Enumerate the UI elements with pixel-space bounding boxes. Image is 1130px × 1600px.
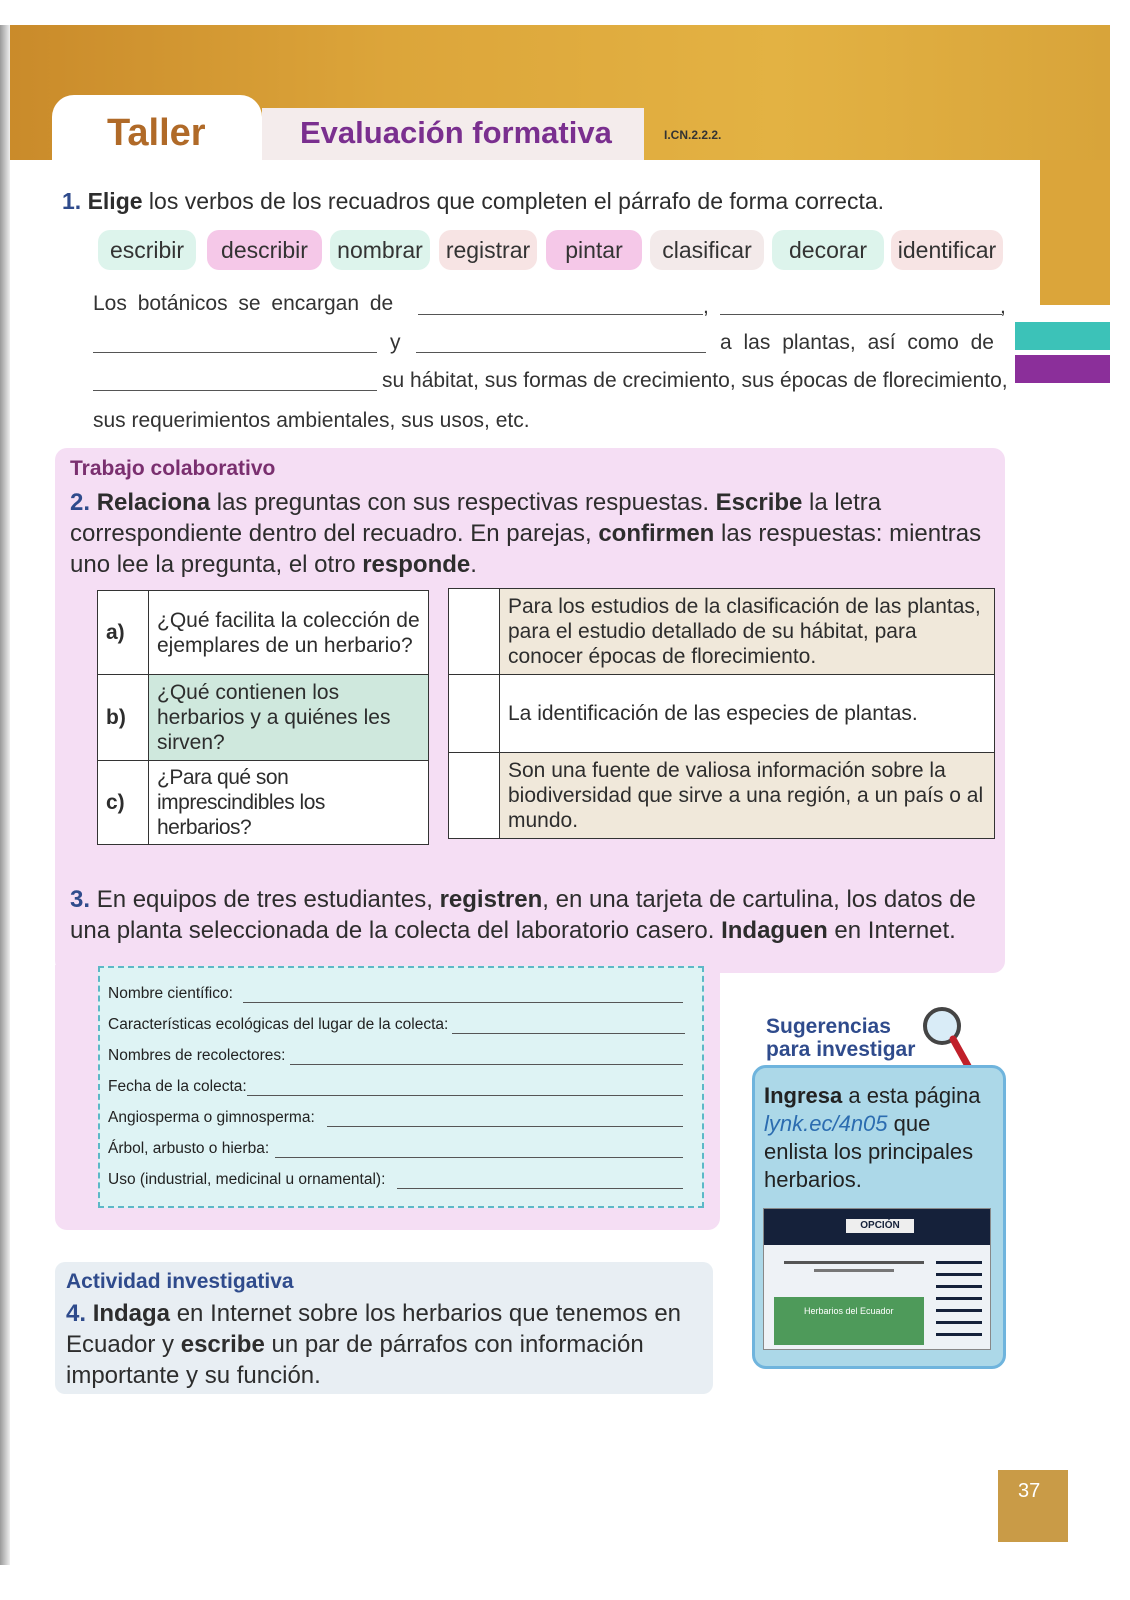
text: las preguntas con sus respectivas respuestas.	[210, 489, 716, 516]
verb: registren	[439, 886, 543, 913]
table-row	[98, 761, 429, 845]
card-field-label: Uso (industrial, medicinal u ornamental):	[108, 1171, 386, 1188]
question-number: 3.	[70, 886, 91, 913]
blank-2[interactable]	[720, 314, 1002, 315]
screenshot-image	[774, 1297, 924, 1345]
questions-table	[97, 590, 429, 845]
screenshot-caption: Herbarios del Ecuador	[804, 1306, 894, 1316]
card-blank[interactable]	[327, 1126, 683, 1127]
verb: Ingresa	[764, 1083, 843, 1108]
question-letter: a)	[98, 591, 149, 675]
section-title: Evaluación formativa	[300, 115, 612, 150]
suggestion-text	[764, 1082, 994, 1194]
conjunction-y: y	[390, 331, 401, 354]
verb-chip[interactable]: clasificar	[650, 230, 764, 270]
verb: Indaga	[92, 1300, 171, 1327]
verb: Indaguen	[721, 917, 828, 944]
question-1	[62, 188, 884, 215]
card-field-label: Nombres de recolectores:	[108, 1047, 286, 1064]
table-row	[449, 589, 995, 675]
question-cell: ¿Para qué son imprescindibles los herbarios?	[149, 761, 429, 845]
card-field-label: Angiosperma o gimnosperma:	[108, 1109, 315, 1126]
answer-cell: Son una fuente de valiosa información sobre la biodiversidad que sirve a una región, a un país o al mundo.	[500, 753, 995, 839]
verb: Relaciona	[96, 489, 211, 516]
text: a esta página	[842, 1083, 981, 1108]
card-field-label: Características ecológicas del lugar de la colecta:	[108, 1016, 449, 1033]
answer-letter-box[interactable]	[449, 675, 500, 753]
side-tab-purple	[1015, 355, 1110, 383]
card-blank[interactable]	[275, 1157, 683, 1158]
table-row	[98, 675, 429, 761]
suggestion-link[interactable]: lynk.ec/4n05	[764, 1111, 888, 1136]
text: En equipos de tres estudiantes,	[96, 886, 440, 913]
paragraph-line-1: Los botánicos se encargan de	[93, 292, 394, 315]
verb: confirmen	[598, 520, 715, 547]
card-blank[interactable]	[243, 1002, 683, 1003]
question-number: 2.	[70, 489, 91, 516]
question-number: 4.	[66, 1300, 87, 1327]
text: .	[470, 551, 477, 578]
paragraph-line-4: sus requerimientos ambientales, sus usos, etc.	[93, 409, 530, 432]
screenshot-text-line	[814, 1269, 894, 1272]
table-row	[449, 675, 995, 753]
table-row	[449, 753, 995, 839]
suggestion-title	[766, 1015, 915, 1061]
binding-shadow	[0, 25, 10, 1565]
verb: Escribe	[715, 489, 803, 516]
blank-4[interactable]	[416, 352, 706, 353]
text: la letra correspondiente dentro del recuadro. En parejas,	[70, 489, 882, 547]
card-blank[interactable]	[247, 1095, 683, 1096]
verb: responde	[362, 551, 471, 578]
verb: escribe	[180, 1331, 265, 1358]
text: en Internet sobre los herbarios que tenemos en Ecuador y	[66, 1300, 682, 1358]
question-3	[70, 884, 990, 946]
question-2	[70, 487, 990, 580]
verb-chip[interactable]: describir	[207, 230, 322, 270]
verb-chip[interactable]: pintar	[546, 230, 642, 270]
question-cell: ¿Qué contienen los herbarios y a quiénes les sirven?	[149, 675, 429, 761]
question-text: los verbos de los recuadros que completen el párrafo de forma correcta.	[142, 188, 885, 214]
question-verb: Elige	[87, 188, 143, 214]
verb-chip[interactable]: nombrar	[330, 230, 430, 270]
collaborative-heading: Trabajo colaborativo	[70, 457, 276, 480]
verb-chip[interactable]: escribir	[98, 230, 196, 270]
question-letter: b)	[98, 675, 149, 761]
verb-chip[interactable]: registrar	[439, 230, 537, 270]
side-tab-teal	[1015, 322, 1110, 350]
answer-letter-box[interactable]	[449, 753, 500, 839]
question-number: 1.	[62, 188, 82, 214]
answer-cell: Para los estudios de la clasificación de las plantas, para el estudio detallado de su hábitat, para conocer épocas de florecimiento.	[500, 589, 995, 675]
suggestion-title-line: Sugerencias	[766, 1015, 891, 1038]
suggestion-title-line: para investigar	[766, 1038, 916, 1061]
text: un par de párrafos con información importante y su función.	[66, 1331, 644, 1389]
text: , en una tarjeta de cartulina, los datos de una planta seleccionada de la colecta del laboratorio casero.	[70, 886, 976, 944]
text: las respuestas: mientras uno lee la pregunta, el otro	[70, 520, 982, 578]
question-letter: c)	[98, 761, 149, 845]
curriculum-code: I.CN.2.2.2.	[664, 128, 722, 142]
answer-letter-box[interactable]	[449, 589, 500, 675]
card-field-label: Nombre científico:	[108, 985, 233, 1002]
card-blank[interactable]	[290, 1064, 683, 1065]
taller-title: Taller	[107, 112, 206, 154]
blank-1[interactable]	[418, 314, 703, 315]
screenshot-banner: OPCIÓN	[846, 1219, 914, 1233]
card-blank[interactable]	[397, 1188, 683, 1189]
blank-5[interactable]	[93, 390, 377, 391]
magnifier-icon	[918, 1004, 978, 1074]
website-screenshot	[763, 1208, 991, 1350]
screenshot-text-line	[784, 1261, 924, 1264]
table-row	[98, 591, 429, 675]
card-field-label: Fecha de la colecta:	[108, 1078, 247, 1095]
verb-chip[interactable]: decorar	[772, 230, 884, 270]
text: que enlista los principales herbarios.	[764, 1111, 974, 1192]
text: en Internet.	[827, 917, 956, 944]
activity-heading: Actividad investigativa	[66, 1270, 294, 1293]
answer-cell: La identificación de las especies de plantas.	[500, 675, 995, 753]
page-number: 37	[1018, 1480, 1041, 1502]
comma: ,	[703, 295, 709, 318]
blank-3[interactable]	[93, 352, 377, 353]
question-cell: ¿Qué facilita la colección de ejemplares de un herbario?	[149, 591, 429, 675]
verb-chip[interactable]: identificar	[891, 230, 1003, 270]
question-4	[66, 1298, 706, 1391]
comma: ,	[1000, 295, 1006, 318]
answers-table	[448, 588, 995, 839]
card-blank[interactable]	[452, 1033, 685, 1034]
card-field-label: Árbol, arbusto o hierba:	[108, 1140, 270, 1157]
screenshot-sidebar	[936, 1261, 982, 1345]
paragraph-line-2: a las plantas, así como de	[720, 331, 994, 354]
paragraph-line-3: su hábitat, sus formas de crecimiento, sus épocas de florecimiento,	[382, 369, 1008, 392]
